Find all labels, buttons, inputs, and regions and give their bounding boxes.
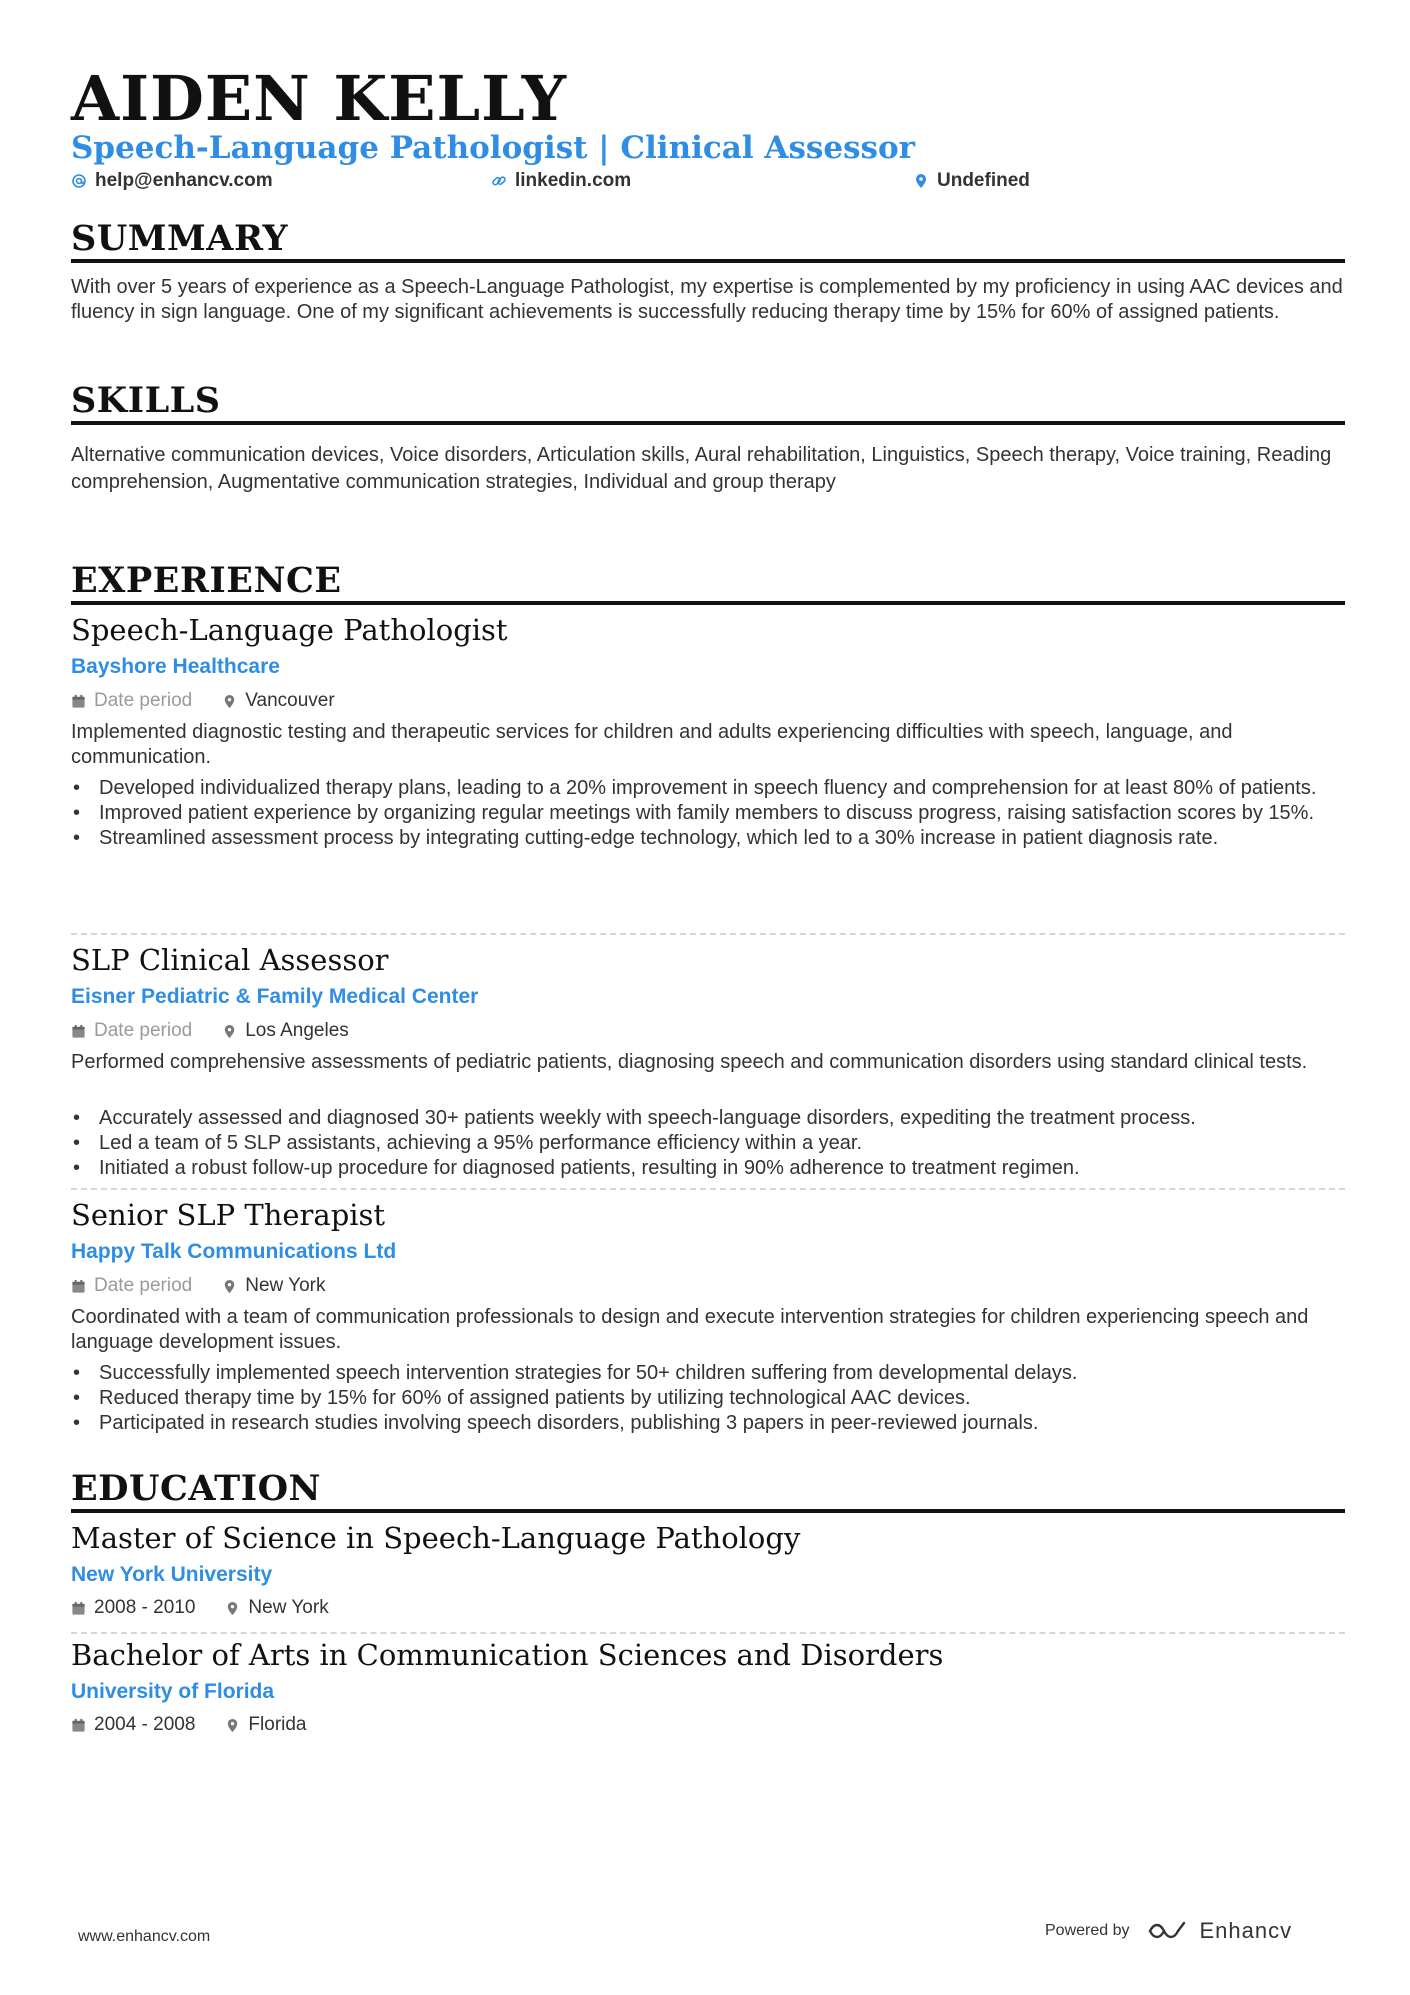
education-rule [71,1509,1345,1513]
contact-bar [71,170,1345,196]
degree-title: Master of Science in Speech-Language Pathology [71,1521,801,1555]
summary-text: With over 5 years of experience as a Speech-Language Pathologist, my expertise is complemented by my proficiency in using AAC devices and fluency in sign language. One of my significant achievements is successfully reducing therapy time by 15% for 60% of assigned patients. [71,276,1343,323]
job-description: Implemented diagnostic testing and therapeutic services for children and adults experiencing difficulties with speech, language, and communication. [71,721,1233,768]
map-pin-icon [222,1279,237,1294]
job-date-text: Date period [94,1020,193,1041]
job-location [222,1020,349,1042]
list-item: • Reduced therapy time by 15% for 60% of assigned patients by utilizing technological AAC devices. [71,1386,1345,1411]
job-date [71,690,192,712]
list-item: • Initiated a robust follow-up procedure for diagnosed patients, resulting in 90% adherence to treatment regimen. [71,1156,1345,1181]
entry-divider [71,1188,1345,1190]
calendar-icon [71,1279,86,1294]
education-location-text: New York [248,1597,329,1618]
map-pin-icon [222,694,237,709]
brand-name: Enhancv [1199,1918,1293,1943]
job-location-text: Vancouver [245,690,335,711]
job-bullets [71,1361,1345,1436]
education-date [71,1597,195,1619]
candidate-title: Speech-Language Pathologist | Clinical Assessor [71,130,916,166]
job-location-text: New York [245,1275,326,1296]
list-item: • Successfully implemented speech intervention strategies for 50+ children suffering from developmental delays. [71,1361,1345,1386]
contact-location [913,170,1030,192]
experience-rule [71,601,1345,605]
job-meta [71,689,365,713]
job-company[interactable]: Bayshore Healthcare [71,655,280,678]
contact-email[interactable] [71,170,273,192]
list-item: • Streamlined assessment process by integrating cutting-edge technology, which led to a 30% increase in patient diagnosis rate. [71,826,1345,851]
job-title: Senior SLP Therapist [71,1198,386,1232]
education-meta [71,1713,337,1737]
location-text: Undefined [937,170,1030,191]
job-description: Performed comprehensive assessments of pediatric patients, diagnosing speech and communication disorders using standard clinical tests. [71,1051,1308,1073]
email-text: help@enhancv.com [95,170,273,191]
job-company[interactable]: Eisner Pediatric & Family Medical Center [71,985,479,1008]
link-icon [491,173,507,189]
job-title: SLP Clinical Assessor [71,943,389,977]
enhancv-logo[interactable] [1146,1918,1293,1944]
map-pin-icon [222,1024,237,1039]
job-location [222,1275,325,1297]
skills-text: Alternative communication devices, Voice disorders, Articulation skills, Aural rehabilitation, Linguistics, Speech therapy, Voice training, Reading comprehension, Augmentative communication strategies, Individual and group therapy [71,444,1332,493]
list-item: • Developed individualized therapy plans, leading to a 20% improvement in speech fluency and comprehension for at least 80% of patients. [71,776,1345,801]
skills-rule [71,421,1345,425]
job-date [71,1275,192,1297]
degree-title: Bachelor of Arts in Communication Sciences and Disorders [71,1638,944,1672]
job-date-text: Date period [94,690,193,711]
job-date-text: Date period [94,1275,193,1296]
education-date-text: 2004 - 2008 [94,1714,196,1735]
candidate-name: AIDEN KELLY [71,62,568,135]
school-name[interactable]: University of Florida [71,1680,275,1703]
at-icon [71,173,87,189]
calendar-icon [71,1718,86,1733]
summary-rule [71,259,1345,263]
calendar-icon [71,1024,86,1039]
skills-heading: SKILLS [71,380,221,421]
job-bullets [71,776,1345,851]
enhancv-logo-icon [1146,1919,1192,1943]
job-meta [71,1274,356,1298]
footer-url[interactable]: www.enhancv.com [78,1928,211,1945]
powered-by-label: Powered by [1045,1922,1130,1939]
education-heading: EDUCATION [71,1468,322,1509]
list-item: • Participated in research studies involving speech disorders, publishing 3 papers in peer-reviewed journals. [71,1411,1345,1436]
job-bullets [71,1106,1345,1181]
job-title: Speech-Language Pathologist [71,613,508,647]
experience-heading: EXPERIENCE [71,560,342,601]
map-pin-icon [225,1718,240,1733]
calendar-icon [71,694,86,709]
job-description: Coordinated with a team of communication professionals to design and execute intervention strategies for children experiencing speech and language development issues. [71,1306,1309,1353]
education-location [225,1597,328,1619]
education-location-text: Florida [248,1714,307,1735]
job-location-text: Los Angeles [245,1020,349,1041]
powered-by [1045,1918,1292,1944]
list-item: • Led a team of 5 SLP assistants, achieving a 95% performance efficiency within a year. [71,1131,1345,1156]
summary-heading: SUMMARY [71,218,288,259]
map-pin-icon [225,1601,240,1616]
entry-divider [71,1632,1345,1634]
job-meta [71,1019,379,1043]
calendar-icon [71,1601,86,1616]
list-item: • Accurately assessed and diagnosed 30+ patients weekly with speech-language disorders, expediting the treatment process. [71,1106,1345,1131]
education-date [71,1714,195,1736]
school-name[interactable]: New York University [71,1563,273,1586]
job-company[interactable]: Happy Talk Communications Ltd [71,1240,397,1263]
list-item: • Improved patient experience by organizing regular meetings with family members to discuss progress, raising satisfaction scores by 15%. [71,801,1345,826]
job-location [222,690,334,712]
job-date [71,1020,192,1042]
map-pin-icon [913,173,929,189]
linkedin-text: linkedin.com [515,170,632,191]
entry-divider [71,933,1345,935]
contact-linkedin[interactable] [491,170,631,192]
education-location [225,1714,306,1736]
education-date-text: 2008 - 2010 [94,1597,196,1618]
education-meta [71,1596,359,1620]
